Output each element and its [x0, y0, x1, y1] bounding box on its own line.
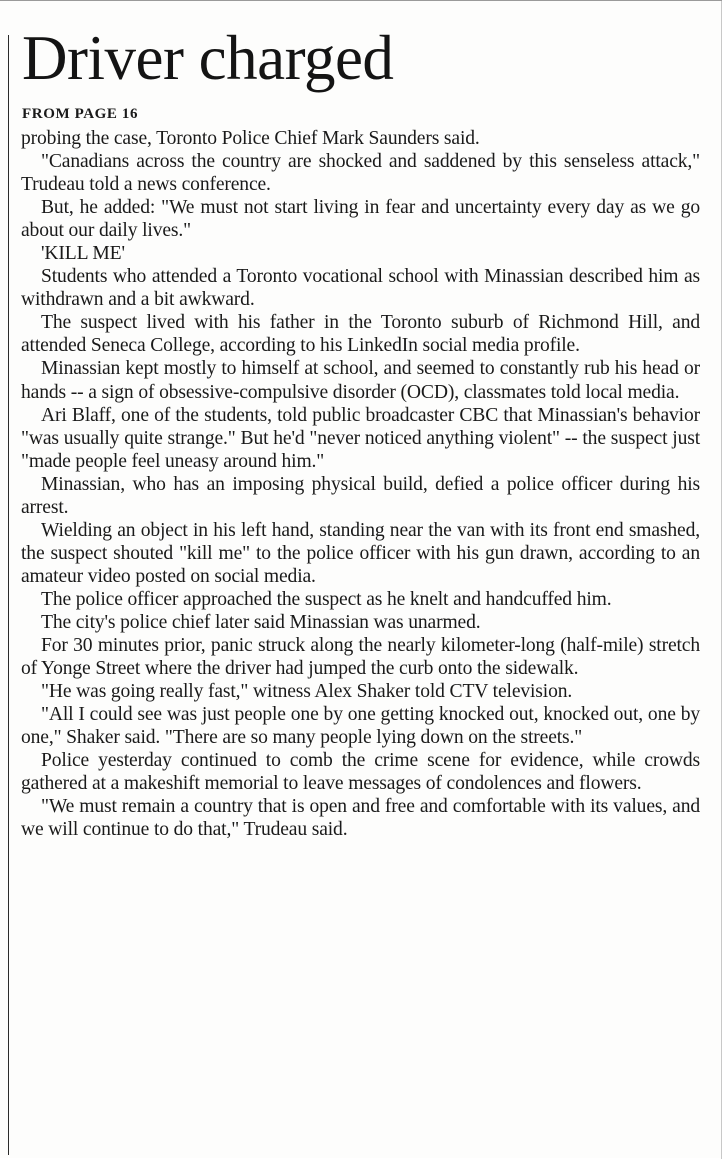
headline: Driver charged: [22, 23, 394, 93]
paragraph: Ari Blaff, one of the students, told public broadcaster CBC that Minassian's behavior "was usually quite strange." But he'd "never noticed anything violent" -- the suspect just "made people feel uneasy around him.": [21, 404, 700, 472]
paragraph: Minassian, who has an imposing physical build, defied a police officer during his arrest.: [21, 473, 700, 518]
paragraph: But, he added: "We must not start living in fear and uncertainty every day as we go about our daily lives.": [21, 197, 700, 242]
subhead: 'KILL ME': [41, 243, 125, 265]
column-rule: [8, 35, 9, 1155]
paragraph: "He was going really fast," witness Alex Shaker told CTV television.: [41, 681, 573, 703]
paragraph: Students who attended a Toronto vocational school with Minassian described him as withdrawn and a bit awkward.: [21, 266, 700, 311]
article-body: [21, 127, 700, 841]
paragraph: The suspect lived with his father in the Toronto suburb of Richmond Hill, and attended Seneca College, according to his LinkedIn social media profile.: [21, 312, 700, 357]
paragraph: "We must remain a country that is open and free and comfortable with its values, and we will continue to do that," Trudeau said.: [21, 796, 700, 841]
paragraph: Minassian kept mostly to himself at school, and seemed to constantly rub his head or hands -- a sign of obsessive-compulsive disorder (OCD), classmates told local media.: [21, 358, 700, 403]
paragraph: Wielding an object in his left hand, standing near the van with its front end smashed, the suspect shouted "kill me" to the police officer with his gun drawn, according to an amateur video posted on social media.: [21, 519, 700, 587]
paragraph: Police yesterday continued to comb the crime scene for evidence, while crowds gathered at a makeshift memorial to leave messages of condolences and flowers.: [21, 750, 700, 795]
jump-line: FROM PAGE 16: [22, 106, 139, 122]
paragraph: "Canadians across the country are shocked and saddened by this senseless attack," Trudeau told a news conference.: [21, 151, 700, 196]
paragraph: The police officer approached the suspect as he knelt and handcuffed him.: [41, 588, 612, 610]
paragraph: The city's police chief later said Minassian was unarmed.: [41, 611, 481, 633]
paragraph: For 30 minutes prior, panic struck along the nearly kilometer-long (half-mile) stretch of Yonge Street where the driver had jumped the curb onto the sidewalk.: [21, 635, 700, 680]
paragraph: probing the case, Toronto Police Chief Mark Saunders said.: [21, 128, 480, 149]
paragraph: "All I could see was just people one by one getting knocked out, knocked out, one by one," Shaker said. "There are so many people lying down on the streets.": [21, 704, 700, 749]
